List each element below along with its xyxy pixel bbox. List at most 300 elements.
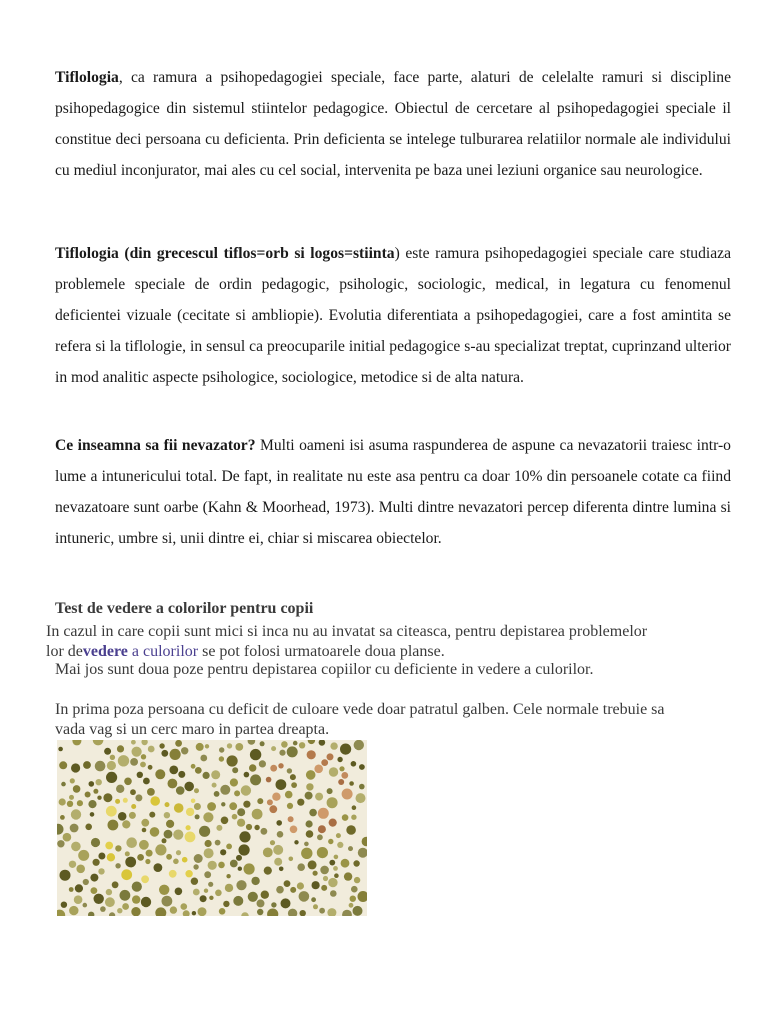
plate-dot xyxy=(176,786,185,795)
plate-dot xyxy=(337,842,343,848)
plate-dot xyxy=(321,885,327,891)
plate-dot xyxy=(215,890,222,897)
paragraph-tiflologia-intro xyxy=(55,62,731,186)
plate-dot xyxy=(91,887,98,894)
plate-dot xyxy=(166,854,172,860)
plate-dot xyxy=(106,806,117,817)
plate-dot xyxy=(90,874,98,882)
plate-dot xyxy=(131,740,136,745)
plate-dot xyxy=(161,750,168,757)
plate-dot xyxy=(58,747,63,752)
plate-dot xyxy=(328,839,333,844)
plate-dot xyxy=(176,850,181,855)
plate-dot xyxy=(205,744,209,748)
plate-dot xyxy=(162,896,173,907)
plate-dot xyxy=(69,906,78,915)
plate-dot xyxy=(290,826,298,834)
plate-dot xyxy=(299,891,310,902)
plate-dot xyxy=(276,820,282,826)
plate-dot xyxy=(184,782,194,792)
plate-dot xyxy=(71,809,81,819)
plate-dot xyxy=(193,889,200,896)
plate-dot xyxy=(76,865,85,874)
plate-dot xyxy=(349,903,354,908)
plate-dot xyxy=(293,741,298,746)
plate-dot xyxy=(191,799,196,804)
plate-dot xyxy=(107,853,115,861)
plate-dot xyxy=(74,895,83,904)
culorilor-link[interactable]: a culorilor xyxy=(127,643,199,660)
plate-dot xyxy=(221,802,225,806)
plate-dot xyxy=(297,799,304,806)
plate-dot xyxy=(194,803,201,810)
plate-dot xyxy=(122,820,130,828)
plate-dot xyxy=(205,840,212,847)
intro-text-before: In cazul in care copii sunt mici si inca nu au invatat sa citeasca, pentru depistarea problemelor lor de xyxy=(46,623,648,660)
plate-dot xyxy=(186,808,194,816)
plate-dot xyxy=(162,838,167,843)
plate-dot xyxy=(159,743,164,748)
plate-dot xyxy=(71,842,81,852)
plate-dot xyxy=(150,827,160,837)
plate-dot xyxy=(309,809,317,817)
plate-dot xyxy=(320,866,329,875)
plate-dot xyxy=(287,746,298,757)
plate-dot xyxy=(140,762,146,768)
plate-dot xyxy=(250,749,261,760)
plate-dot xyxy=(226,874,230,878)
plate-dot xyxy=(118,755,129,766)
plate-dot xyxy=(192,911,196,915)
plate-dot xyxy=(219,747,224,752)
plate-dot xyxy=(70,824,79,833)
plate-dot xyxy=(225,884,233,892)
plate-dot xyxy=(342,789,353,800)
plate-dot xyxy=(329,860,335,866)
plate-dot xyxy=(112,881,119,888)
plate-dot xyxy=(257,899,265,907)
plate-dot xyxy=(351,815,356,820)
plate-dot xyxy=(338,779,344,785)
test-section-title: Test de vedere a colorilor pentru copii xyxy=(55,600,314,617)
plate-dot xyxy=(67,801,73,807)
plate-dot xyxy=(290,774,296,780)
plate-dot xyxy=(348,846,353,851)
plate-dot xyxy=(169,766,178,775)
plate-dot xyxy=(209,896,213,900)
plate-dot xyxy=(204,889,208,893)
plate-dot xyxy=(137,772,143,778)
plate-dot xyxy=(182,857,188,863)
plate-dot xyxy=(313,904,318,909)
plate-dot xyxy=(249,764,256,771)
plate-dot xyxy=(204,871,211,878)
plate-dot xyxy=(220,849,226,855)
plate-dot xyxy=(91,838,100,847)
plate-dot xyxy=(123,798,128,803)
plate-dot xyxy=(170,906,177,913)
plate-dot xyxy=(164,830,173,839)
plate-dot xyxy=(306,830,314,838)
plate-dot xyxy=(178,771,185,778)
plate-dot xyxy=(146,850,153,857)
plate-dot xyxy=(294,840,298,844)
plate-dot xyxy=(69,861,76,868)
plate-dot xyxy=(297,882,304,889)
plate-dot xyxy=(194,854,203,863)
plate-dot xyxy=(254,825,259,830)
plate-dot xyxy=(239,844,250,855)
plate-dot xyxy=(106,889,112,895)
plate-dot xyxy=(185,832,196,843)
plate-dot xyxy=(226,844,232,850)
plate-dot xyxy=(246,824,252,830)
plate-dot xyxy=(287,803,293,809)
plate-dot xyxy=(116,785,124,793)
plate-dot xyxy=(148,765,153,770)
plate-dot xyxy=(337,757,342,762)
plate-dot xyxy=(124,778,132,786)
paragraph-tiflologia-definition xyxy=(55,238,731,393)
plate-dot xyxy=(69,887,74,892)
plate-dot xyxy=(223,901,229,907)
plate-dot xyxy=(330,742,337,749)
plate-dot xyxy=(327,788,333,794)
plate-dot xyxy=(317,834,323,840)
plate-dot xyxy=(313,871,318,876)
plate-dot xyxy=(141,819,149,827)
plate-dot xyxy=(193,864,198,869)
plate-dot xyxy=(57,840,64,847)
plate-dot xyxy=(185,870,192,877)
plate-dot xyxy=(297,863,305,871)
plate-dot xyxy=(106,772,117,783)
plate-dot xyxy=(270,840,275,845)
plate-dot xyxy=(241,785,251,795)
plate-dot xyxy=(85,792,91,798)
plate-dot xyxy=(196,743,204,751)
plate-dot xyxy=(230,778,238,786)
plate-dot xyxy=(165,802,170,807)
plate-dot xyxy=(148,746,155,753)
plate-dot xyxy=(266,777,272,783)
plate-dot xyxy=(351,761,357,767)
plate-dot xyxy=(173,830,183,840)
plate-dot xyxy=(195,814,200,819)
plate-dot xyxy=(239,831,250,842)
plate-dot xyxy=(93,789,98,794)
plate-dot xyxy=(97,796,101,800)
plate-dot xyxy=(98,868,104,874)
plate-dot xyxy=(211,770,220,779)
plate-dot xyxy=(285,791,293,799)
plate-dot xyxy=(83,761,91,769)
plate-dot xyxy=(271,902,276,907)
plate-dot xyxy=(170,749,181,760)
plate-dot xyxy=(89,781,95,787)
plate-dot xyxy=(141,875,149,883)
plate-dot xyxy=(104,748,111,755)
plate-dot xyxy=(95,761,106,772)
plate-dot xyxy=(306,820,313,827)
plate-dot xyxy=(125,851,130,856)
plate-dot xyxy=(269,805,277,813)
plate-dot xyxy=(232,767,238,773)
ishihara-plate xyxy=(57,740,367,916)
plate-dot xyxy=(318,825,326,833)
plate-dot xyxy=(342,814,349,821)
plate-dot xyxy=(175,740,182,747)
plate-dot xyxy=(90,812,95,817)
plate-dot xyxy=(220,785,230,795)
plate-dot xyxy=(289,857,294,862)
plate-dot xyxy=(315,793,323,801)
plate-dot xyxy=(71,763,80,772)
plate-dot xyxy=(328,878,337,887)
plate-dot xyxy=(299,742,305,748)
plate-dot xyxy=(132,747,142,757)
plate-dot xyxy=(93,859,100,866)
plate-dot xyxy=(154,863,163,872)
plate-dot xyxy=(181,747,188,754)
plate-dot xyxy=(198,907,207,916)
plate-dot xyxy=(166,820,174,828)
plate-dot xyxy=(257,798,263,804)
plate-dot xyxy=(142,828,147,833)
plate-dot xyxy=(218,862,225,869)
paragraph-lead: Ce inseamna sa fii nevazator? xyxy=(55,437,256,454)
plate-dot xyxy=(278,763,283,768)
plate-dot xyxy=(94,894,104,904)
plate-dot xyxy=(75,884,83,892)
plate-dot xyxy=(353,906,363,916)
plate-dot xyxy=(173,859,179,865)
plate-dot xyxy=(237,808,245,816)
plate-dot xyxy=(212,783,217,788)
plate-dot xyxy=(120,890,131,901)
plate-dot xyxy=(105,897,115,907)
plate-dot xyxy=(203,812,213,822)
test-intro-text xyxy=(46,622,666,662)
plate-dot xyxy=(229,802,237,810)
plate-dot xyxy=(267,799,273,805)
plate-dot xyxy=(243,801,250,808)
plate-dot xyxy=(105,842,113,850)
plate-dot xyxy=(304,842,309,847)
plate-dot xyxy=(307,750,316,759)
plate-dot xyxy=(59,798,66,805)
plate-dot xyxy=(147,788,155,796)
plate-dot xyxy=(288,816,294,822)
plate-dot xyxy=(191,878,198,885)
first-image-description: In prima poza persoana cu deficit de culoare vede doar patratul galben. Cele normale trebuie sa vada vag si un cerc maro in partea dreapta. xyxy=(55,701,665,738)
plate-dot xyxy=(336,833,341,838)
plate-dot xyxy=(233,896,243,906)
plate-dot xyxy=(69,795,74,800)
plate-dot xyxy=(214,791,220,797)
plate-dot xyxy=(141,754,146,759)
plate-dot xyxy=(96,779,102,785)
plate-dot xyxy=(244,772,250,778)
plate-dot xyxy=(257,909,263,915)
plate-dot xyxy=(60,815,65,820)
plate-dot xyxy=(273,845,283,855)
plate-dot xyxy=(117,908,122,913)
plate-dot xyxy=(251,877,259,885)
plate-dot xyxy=(117,745,124,752)
plate-dot xyxy=(236,855,242,861)
plate-dot xyxy=(227,755,238,766)
plate-dot xyxy=(312,881,320,889)
plate-dot xyxy=(207,802,216,811)
plate-dot xyxy=(314,765,323,774)
plate-dot xyxy=(125,857,136,868)
plate-dot xyxy=(334,873,339,878)
plate-dot xyxy=(290,887,296,893)
plate-dot xyxy=(317,847,328,858)
paragraph-text: ) este ramura psihopedagogiei speciale care studiaza problemele speciale de ordin pedagogic, psihologic, sociologic, medical, in legatura cu fenomenul deficientei vizuale (cecitate si ambliopie). Evolutia diferentiata a psihopedagogiei, care a fost amintita se refera si la tiflologie, in sensul ca preocuparile initial pedagogice s-au specializat treptat, cuprinzand ulterior in mod analitic aspecte psihologice, sociologice, metodice si de alta natura. xyxy=(55,245,731,386)
plate-dot xyxy=(131,804,136,809)
color-blindness-plate-image xyxy=(57,740,367,916)
plate-dot xyxy=(287,768,292,773)
plate-dot xyxy=(346,825,356,835)
plate-dot xyxy=(281,898,291,908)
plate-dot xyxy=(277,831,284,838)
plate-dot xyxy=(70,778,75,783)
plate-dot xyxy=(181,903,188,910)
plate-dot xyxy=(115,863,120,868)
plate-dot xyxy=(227,743,232,748)
plate-dot xyxy=(61,902,67,908)
plate-dot xyxy=(234,790,240,796)
plate-dot xyxy=(83,903,88,908)
plate-dot xyxy=(219,908,226,915)
plate-dot xyxy=(107,761,116,770)
intro-text-after: se pot folosi urmatoarele doua planse. xyxy=(198,643,445,660)
plate-dot xyxy=(219,756,224,761)
plate-dot xyxy=(354,740,364,750)
plate-dot xyxy=(306,783,313,790)
plate-dot xyxy=(351,886,358,893)
plate-dot xyxy=(73,785,81,793)
plate-dot xyxy=(261,828,268,835)
plate-dot xyxy=(350,896,356,902)
plate-dot xyxy=(263,848,273,858)
plate-dot xyxy=(323,876,328,881)
plate-dot xyxy=(306,770,316,780)
plate-dot xyxy=(135,794,142,801)
paragraph-lead: Tiflologia xyxy=(55,69,119,86)
plate-dot xyxy=(334,855,339,860)
plate-dot xyxy=(318,808,329,819)
plate-dot xyxy=(235,743,243,751)
plate-dot xyxy=(132,882,142,892)
plate-dot xyxy=(98,853,105,860)
plate-dot xyxy=(61,782,66,787)
plate-dot xyxy=(215,840,221,846)
plate-dot xyxy=(353,860,359,866)
plate-dot xyxy=(352,805,357,810)
plate-dot xyxy=(236,880,246,890)
plate-dot xyxy=(250,774,261,785)
plate-dot xyxy=(118,812,127,821)
plate-dot xyxy=(232,814,238,820)
plate-dot xyxy=(108,820,119,831)
plate-dot xyxy=(143,778,150,785)
plate-dot xyxy=(329,819,337,827)
plate-dot xyxy=(260,741,265,746)
plate-dot xyxy=(155,769,165,779)
plate-dot xyxy=(271,746,276,751)
plate-dot xyxy=(244,863,255,874)
plate-dot xyxy=(270,765,277,772)
plate-dot xyxy=(272,793,280,801)
plate-dot xyxy=(169,870,177,878)
plate-dot xyxy=(100,906,106,912)
plate-dot xyxy=(129,812,136,819)
plate-dot xyxy=(122,903,129,910)
plate-dot xyxy=(281,741,288,748)
plate-dot xyxy=(330,890,337,897)
plate-dot xyxy=(238,867,242,871)
plate-dot xyxy=(85,824,92,831)
plate-dot xyxy=(115,845,121,851)
plate-dot xyxy=(110,755,115,760)
plate-dot xyxy=(155,844,166,855)
plate-dot xyxy=(279,867,284,872)
plate-dot xyxy=(339,766,344,771)
plate-dot xyxy=(349,781,354,786)
plate-dot xyxy=(164,812,170,818)
plate-dot xyxy=(77,800,83,806)
paragraph-text: Multi oameni isi asuma raspunderea de aspune ca nevazatorii traiesc intr-o lume a intunericului total. De fapt, in realitate nu este asa pentru ca doar 10% din persoanele cotate ca fiind nevazatoare sunt oarbe (Kahn & Moorhead, 1973). Multi dintre nevazatori percep diferenta dintre lumina si intuneric, umbre si, unii dintre ei, chiar si miscarea obiectelor. xyxy=(55,437,731,547)
plate-dot xyxy=(195,767,202,774)
plate-dot xyxy=(327,797,338,808)
plate-dot xyxy=(291,782,297,788)
plate-dot xyxy=(216,825,222,831)
plate-dot xyxy=(139,840,149,850)
plate-dot xyxy=(359,784,365,790)
plate-dot xyxy=(78,850,89,861)
plate-dot xyxy=(319,908,325,914)
plate-dot xyxy=(159,885,169,895)
plate-dot xyxy=(221,817,229,825)
plate-dot xyxy=(284,880,291,887)
plate-dot xyxy=(248,892,258,902)
plate-dot xyxy=(276,779,287,790)
plate-dot xyxy=(208,861,217,870)
plate-dot xyxy=(88,800,96,808)
plate-dot xyxy=(203,772,210,779)
plate-dot xyxy=(237,819,245,827)
plate-dot xyxy=(333,866,338,871)
plate-dot xyxy=(356,793,366,803)
plate-dot xyxy=(252,809,263,820)
plate-dot xyxy=(60,870,71,881)
plate-dot xyxy=(186,825,191,830)
plate-dot xyxy=(264,867,272,875)
plate-dot xyxy=(308,860,317,869)
plate-dot xyxy=(341,859,350,868)
plate-dot xyxy=(126,837,137,848)
plate-dot xyxy=(311,897,316,902)
test-below-text: Mai jos sunt doua poze pentru depistarea copiilor cu deficiente in vedere a culorilor. xyxy=(55,661,594,678)
plate-dot xyxy=(261,891,269,899)
vedere-link[interactable]: vedere xyxy=(82,643,128,660)
plate-dot xyxy=(327,753,334,760)
paragraph-text: , ca ramura a psihopedagogiei speciale, face parte, alaturi de celelalte ramuri si discipline psihopedagogice din sistemul stiintelor pedagogice. Obiectul de cercetare al psihopedagogiei speciale il constitue deci persoana cu deficienta. Prin deficienta se intelege tulburarea relatiilor normale ale individului cu mediul inconjurator, mai ales cu cel social, intervenita pe baza unei leziuni organice sau neurologice. xyxy=(55,69,731,179)
plate-dot xyxy=(168,779,178,789)
